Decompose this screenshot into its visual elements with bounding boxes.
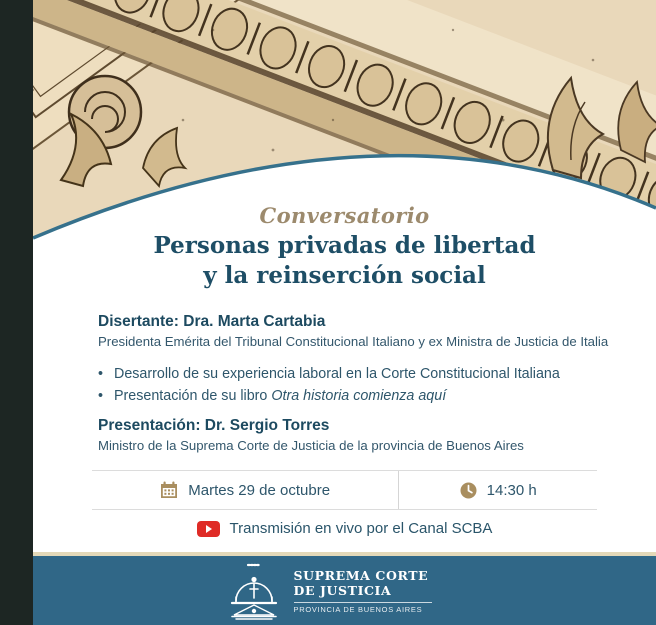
speaker-description: Presidenta Emérita del Tribunal Constitucional Italiano y ex Ministra de Justicia de Italia	[98, 334, 609, 349]
date-time-bar	[92, 470, 597, 510]
event-title	[33, 231, 656, 291]
event-date	[92, 471, 398, 509]
event-date-text: Martes 29 de octubre	[188, 481, 331, 499]
clock-icon	[460, 482, 477, 499]
bullet-glyph: •	[98, 388, 104, 404]
list-item	[98, 385, 614, 407]
topic-list	[98, 363, 614, 407]
event-time-text: 14:30 h	[486, 481, 537, 499]
event-kicker: Conversatorio	[259, 203, 430, 228]
org-line2: DE JUSTICIA	[293, 583, 392, 598]
live-stream-link[interactable]	[33, 520, 656, 537]
calendar-icon	[160, 481, 178, 499]
footer-band	[0, 552, 656, 625]
list-item	[98, 363, 614, 385]
book-title: Otra historia comienza aquí	[271, 388, 447, 404]
event-title-line2: y la reinserción social	[203, 262, 486, 289]
org-line3: PROVINCIA DE BUENOS AIRES	[293, 604, 423, 614]
event-time	[398, 471, 597, 509]
presenter-description: Ministro de la Suprema Corte de Justicia de la provincia de Buenos Aires	[98, 438, 524, 453]
topic-text: Desarrollo de su experiencia laboral en la Corte Constitucional Italiana	[114, 366, 560, 382]
left-edge-strip	[0, 0, 33, 625]
event-title-line1: Personas privadas de libertad	[153, 232, 536, 259]
bullet-glyph: •	[98, 366, 104, 382]
org-divider	[294, 602, 432, 603]
topic-text: Presentación de su libro Otra historia comienza aquí	[114, 388, 447, 404]
supreme-court-emblem-icon	[225, 562, 283, 620]
youtube-play-icon	[197, 521, 220, 537]
speaker-label: Disertante: Dra. Marta Cartabia	[98, 313, 326, 330]
event-details	[98, 312, 614, 455]
org-line1: SUPREMA CORTE	[293, 567, 429, 583]
event-content	[33, 195, 656, 537]
organization-name	[294, 568, 432, 614]
presenter-label: Presentación: Dr. Sergio Torres	[98, 417, 330, 434]
live-stream-text: Transmisión en vivo por el Canal SCBA	[229, 520, 493, 537]
